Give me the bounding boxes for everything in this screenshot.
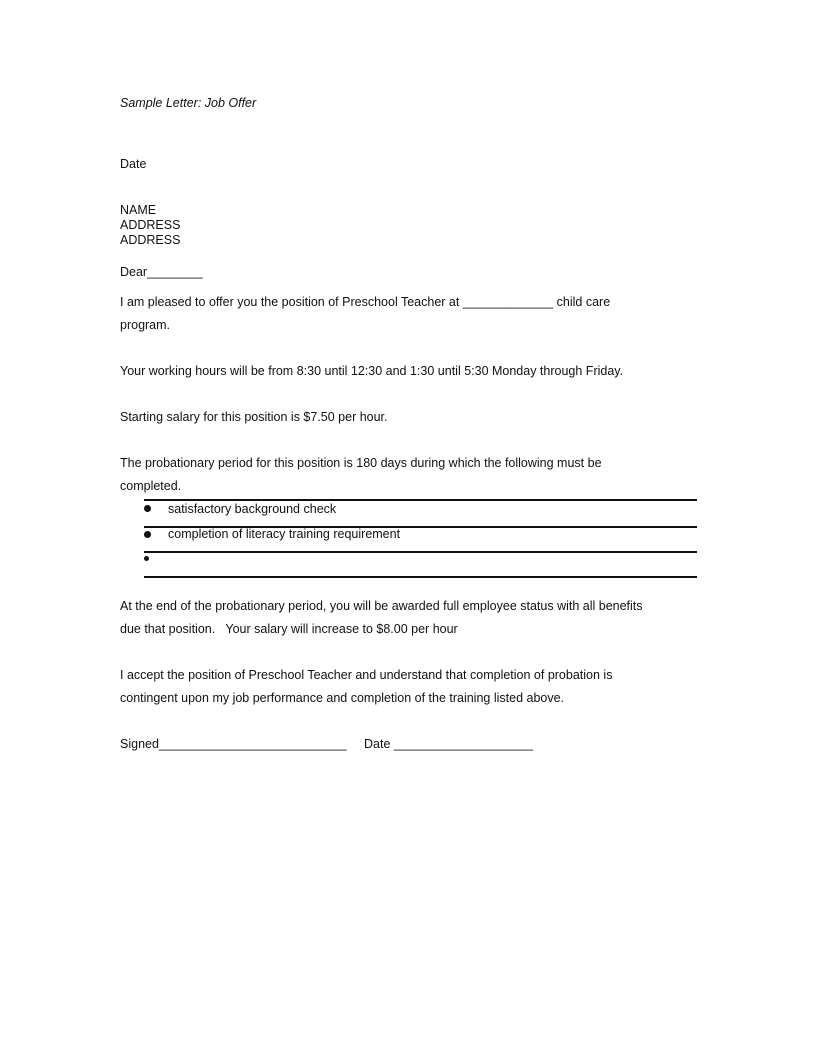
- probation-line-2: completed.: [120, 479, 182, 493]
- salary-paragraph: Starting salary for this position is $7.50 per hour.: [120, 410, 388, 424]
- status-line-1: At the end of the probationary period, you will be awarded full employee status with all benefits: [120, 599, 643, 613]
- bullet-icon: [144, 556, 149, 561]
- list-rule: [144, 551, 697, 553]
- probation-line-1: The probationary period for this position is 180 days during which the following must be: [120, 456, 602, 470]
- list-item: satisfactory background check: [168, 502, 337, 516]
- acceptance-paragraph: [120, 664, 680, 710]
- recipient-address-line-2: ADDRESS: [120, 233, 181, 247]
- acceptance-line-2: contingent upon my job performance and completion of the training listed above.: [120, 691, 565, 705]
- letter-title: Sample Letter: Job Offer: [120, 96, 257, 110]
- status-paragraph: [120, 595, 700, 641]
- acceptance-line-1: I accept the position of Preschool Teacher and understand that completion of probation is: [120, 668, 613, 682]
- date-label: Date: [120, 157, 147, 171]
- probation-paragraph: [120, 452, 680, 498]
- offer-paragraph: [120, 291, 680, 337]
- offer-line-1: I am pleased to offer you the position of Preschool Teacher at _____________ child care: [120, 295, 611, 309]
- salutation: Dear________: [120, 265, 203, 279]
- offer-line-2: program.: [120, 318, 171, 332]
- recipient-address-line-1: ADDRESS: [120, 218, 181, 232]
- bullet-icon: [144, 531, 151, 538]
- bullet-icon: [144, 505, 151, 512]
- hours-paragraph: Your working hours will be from 8:30 until 12:30 and 1:30 until 5:30 Monday through Friday.: [120, 364, 624, 378]
- signature-line: Signed___________________________ Date ____________________: [120, 737, 533, 751]
- list-item: completion of literacy training requirement: [168, 527, 401, 541]
- status-line-2: due that position. Your salary will increase to $8.00 per hour: [120, 622, 458, 636]
- list-rule: [144, 499, 697, 501]
- recipient-name: NAME: [120, 203, 157, 217]
- list-rule: [144, 576, 697, 578]
